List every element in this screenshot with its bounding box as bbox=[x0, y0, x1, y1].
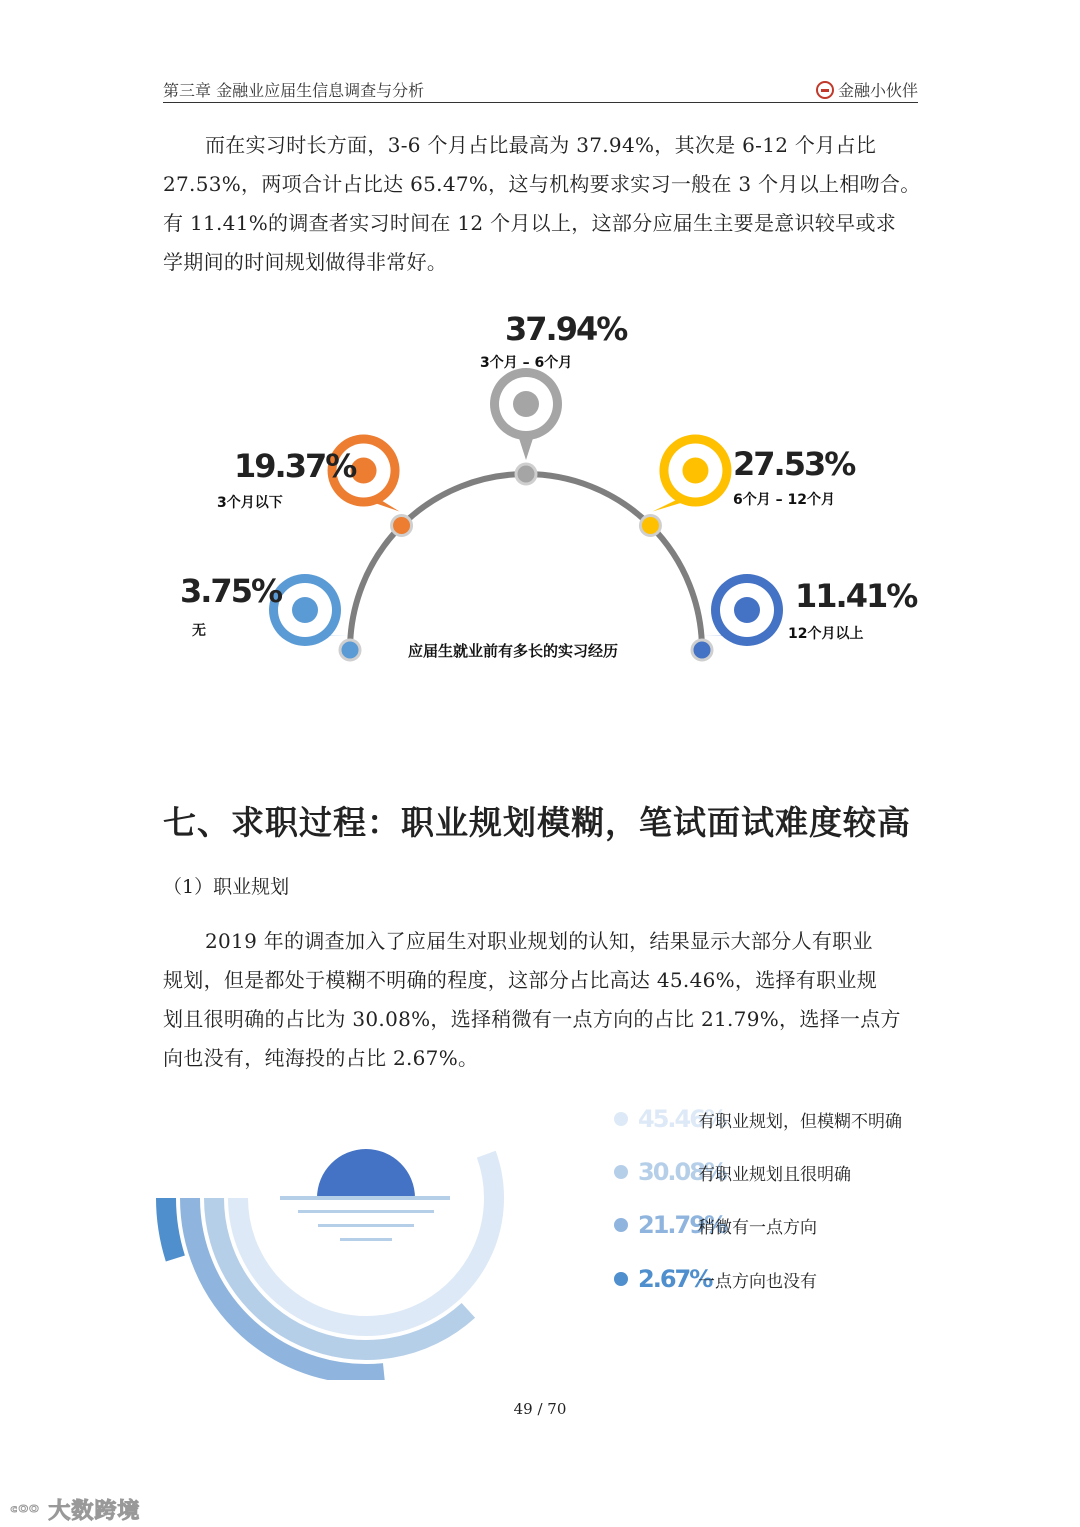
pct-under-3m: 19.37% bbox=[234, 447, 356, 485]
para-line: 向也没有，纯海投的占比 2.67%。 bbox=[163, 1046, 479, 1070]
pct-6-12m: 27.53% bbox=[733, 445, 855, 483]
globe-icon bbox=[292, 597, 318, 623]
career-arc-3 bbox=[166, 1198, 175, 1258]
horizon-line bbox=[298, 1210, 434, 1213]
brand-name: 金融小伙伴 bbox=[837, 81, 918, 100]
legend-pct: 21.79% bbox=[638, 1211, 726, 1239]
legend-label: 一点方向也没有 bbox=[698, 1271, 817, 1292]
para-line: 2019 年的调查加入了应届生对职业规划的认知，结果显示大部分人有职业 bbox=[205, 929, 873, 953]
legend-label: 有职业规划且很明确 bbox=[698, 1164, 851, 1185]
para-line: 而在实习时长方面，3-6 个月占比最高为 37.94%，其次是 6-12 个月占比 bbox=[205, 133, 877, 157]
legend-label: 有职业规划，但模糊不明确 bbox=[698, 1111, 902, 1132]
horizon-line bbox=[318, 1224, 414, 1227]
label-6-12m: 6个月 – 12个月 bbox=[733, 492, 835, 508]
arc-marker bbox=[692, 640, 712, 660]
horizon-line bbox=[280, 1196, 450, 1200]
subsection-title: （1）职业规划 bbox=[163, 876, 290, 898]
paragraph-career-planning bbox=[163, 922, 923, 1078]
legend-item bbox=[614, 1265, 817, 1293]
label-over-12m: 12个月以上 bbox=[788, 626, 864, 642]
pct-3-6m: 37.94% bbox=[505, 310, 627, 348]
brand-logo-icon bbox=[816, 81, 834, 99]
infographic-title: 应届生就业前有多长的实习经历 bbox=[408, 642, 619, 660]
arc-marker bbox=[640, 516, 660, 536]
legend-item bbox=[614, 1158, 851, 1186]
label-3-6m: 3个月 – 6个月 bbox=[480, 355, 573, 371]
horizon-line bbox=[340, 1238, 392, 1241]
legend-item bbox=[614, 1105, 902, 1133]
page-number: 49 / 70 bbox=[513, 1400, 567, 1418]
legend-dot bbox=[614, 1112, 628, 1126]
paragraph-internship-duration bbox=[163, 126, 923, 282]
legend-pct: 2.67% bbox=[638, 1265, 712, 1293]
page-header bbox=[163, 76, 918, 103]
section-title: 七、求职过程：职业规划模糊，笔试面试难度较高 bbox=[163, 803, 911, 842]
chapter-title: 第三章 金融业应届生信息调查与分析 bbox=[163, 81, 425, 100]
label-under-3m: 3个月以下 bbox=[217, 495, 283, 511]
para-line: 规划，但是都处于模糊不明确的程度，这部分占比高达 45.46%，选择有职业规 bbox=[163, 968, 878, 992]
label-none: 无 bbox=[192, 623, 206, 639]
legend-pct: 30.08% bbox=[638, 1158, 726, 1186]
arc-marker bbox=[340, 640, 360, 660]
legend-dot bbox=[614, 1218, 628, 1232]
watermark bbox=[10, 1494, 140, 1525]
legend-dot bbox=[614, 1272, 628, 1286]
para-line: 27.53%，两项合计占比达 65.47%，这与机构要求实习一般在 3 个月以上相吻合。 bbox=[163, 172, 921, 196]
sun-shape bbox=[317, 1149, 415, 1198]
gear-icon bbox=[513, 391, 539, 417]
watermark-text: 大数跨境 bbox=[48, 1499, 141, 1524]
legend-dot bbox=[614, 1165, 628, 1179]
brand bbox=[816, 78, 918, 101]
legend-pct: 45.46% bbox=[638, 1105, 726, 1133]
legend-label: 稍微有一点方向 bbox=[698, 1217, 817, 1238]
pct-over-12m: 11.41% bbox=[795, 577, 917, 615]
para-line: 划且很明确的占比为 30.08%，选择稍微有一点方向的占比 21.79%，选择一点方 bbox=[163, 1007, 901, 1031]
tools-icon bbox=[682, 458, 708, 484]
para-line: 学期间的时间规划做得非常好。 bbox=[163, 250, 448, 274]
arc bbox=[350, 474, 702, 650]
growth-chart-icon bbox=[734, 597, 760, 623]
arc-marker bbox=[516, 464, 536, 484]
para-line: 有 11.41%的调查者实习时间在 12 个月以上，这部分应届生主要是意识较早或求 bbox=[163, 211, 897, 235]
pct-none: 3.75% bbox=[180, 572, 282, 610]
arc-marker bbox=[392, 516, 412, 536]
legend-item bbox=[614, 1211, 817, 1239]
career-planning-infographic bbox=[150, 1120, 510, 1380]
watermark-logo-icon: ᶜᴼᴼ bbox=[10, 1502, 40, 1523]
